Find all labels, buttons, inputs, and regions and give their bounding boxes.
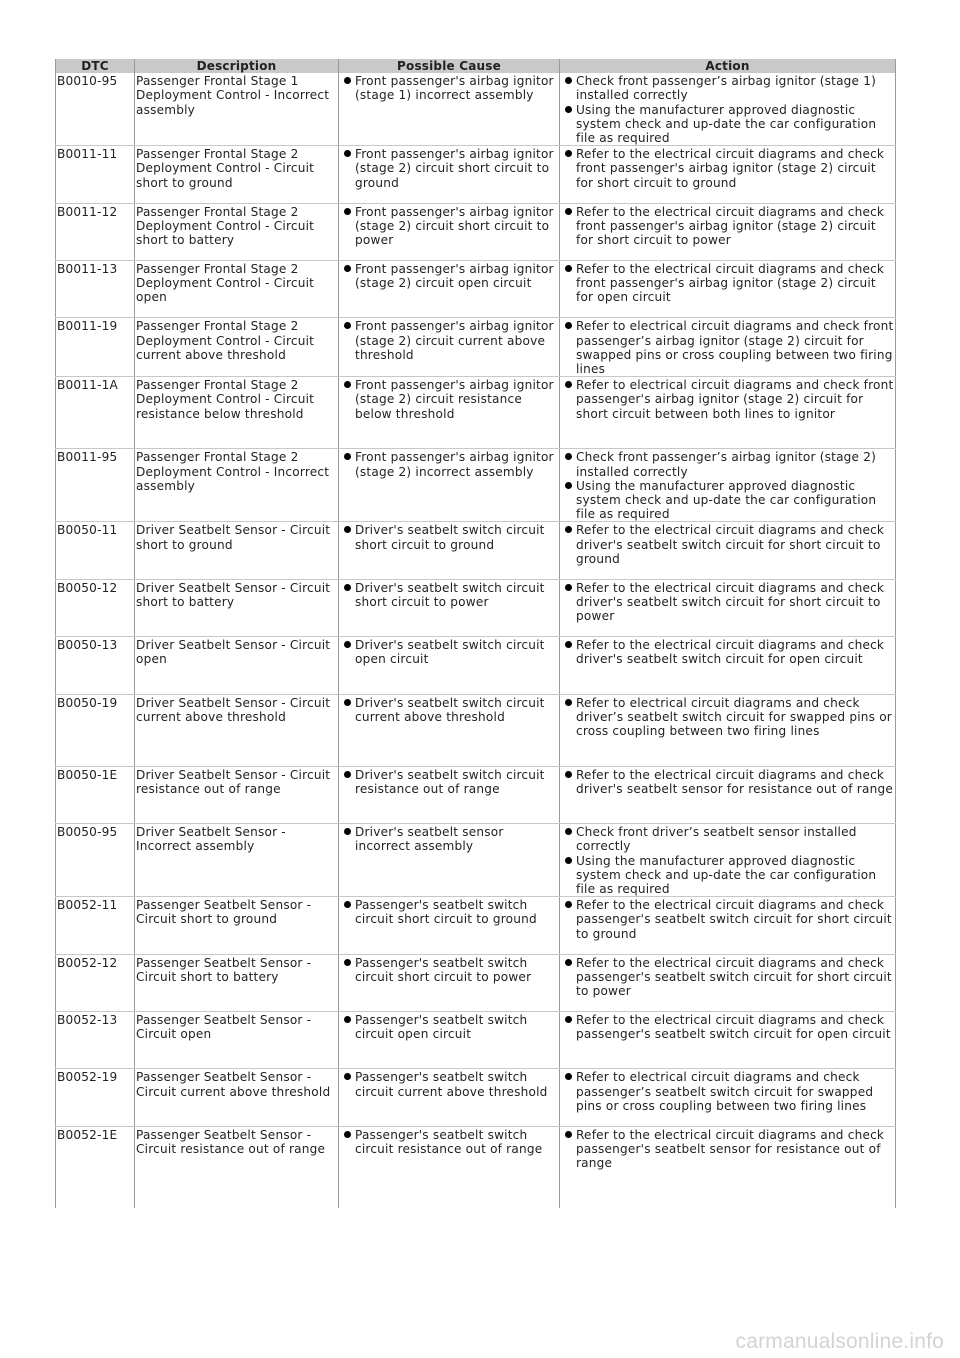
possible-cause-list	[340, 450, 558, 478]
table-row	[56, 203, 896, 260]
possible-cause-list	[340, 523, 558, 551]
possible-cause-list	[340, 378, 558, 421]
table-row	[56, 579, 896, 636]
dtc-code-cell: B0050-19	[56, 694, 135, 766]
possible-cause-item: Driver's seatbelt switch circuit short circuit to ground	[355, 523, 558, 551]
description-cell: Driver Seatbelt Sensor - Incorrect assembly	[135, 824, 339, 897]
possible-cause-list	[340, 956, 558, 984]
action-list	[561, 696, 894, 739]
possible-cause-item: Passenger's seatbelt switch circuit short circuit to power	[355, 956, 558, 984]
action-item: Refer to the electrical circuit diagrams and check driver's seatbelt switch circuit for short circuit to power	[576, 581, 894, 624]
action-list	[561, 825, 894, 896]
possible-cause-cell	[339, 579, 560, 636]
possible-cause-item: Front passenger's airbag ignitor (stage 2) incorrect assembly	[355, 450, 558, 478]
possible-cause-cell	[339, 318, 560, 377]
table-header-row	[56, 59, 896, 73]
dtc-table	[55, 59, 896, 1208]
action-list	[561, 1013, 894, 1041]
possible-cause-cell	[339, 449, 560, 522]
action-item: Refer to electrical circuit diagrams and check front passenger's airbag ignitor (stage 2) circuit for short circuit between both lines to ignitor	[576, 378, 894, 421]
possible-cause-cell	[339, 824, 560, 897]
action-cell	[560, 694, 896, 766]
possible-cause-item: Passenger's seatbelt switch circuit open circuit	[355, 1013, 558, 1041]
header-possible-cause: Possible Cause	[339, 59, 560, 73]
dtc-code-cell: B0052-1E	[56, 1126, 135, 1208]
description-cell: Driver Seatbelt Sensor - Circuit short to battery	[135, 579, 339, 636]
header-dtc: DTC	[56, 59, 135, 73]
possible-cause-cell	[339, 1069, 560, 1126]
action-list	[561, 74, 894, 145]
action-list	[561, 450, 894, 521]
table-row	[56, 897, 896, 954]
table-row	[56, 73, 896, 146]
action-cell	[560, 522, 896, 579]
table-row	[56, 522, 896, 579]
possible-cause-item: Passenger's seatbelt switch circuit current above threshold	[355, 1070, 558, 1098]
table-row	[56, 766, 896, 823]
possible-cause-cell	[339, 1126, 560, 1208]
description-cell: Passenger Seatbelt Sensor - Circuit short to battery	[135, 954, 339, 1011]
possible-cause-item: Front passenger's airbag ignitor (stage 2) circuit current above threshold	[355, 319, 558, 362]
action-cell	[560, 766, 896, 823]
action-cell	[560, 73, 896, 146]
possible-cause-list	[340, 1128, 558, 1156]
possible-cause-item: Front passenger's airbag ignitor (stage 2) circuit short circuit to ground	[355, 147, 558, 190]
action-cell	[560, 1069, 896, 1126]
action-item: Check front passenger’s airbag ignitor (stage 1) installed correctly	[576, 74, 894, 102]
possible-cause-cell	[339, 766, 560, 823]
action-cell	[560, 449, 896, 522]
watermark-logo: carmanualsonline.info	[735, 1330, 944, 1353]
possible-cause-item: Front passenger's airbag ignitor (stage 2) circuit short circuit to power	[355, 205, 558, 248]
possible-cause-list	[340, 205, 558, 248]
action-list	[561, 1128, 894, 1171]
action-cell	[560, 897, 896, 954]
possible-cause-item: Driver's seatbelt switch circuit open circuit	[355, 638, 558, 666]
action-cell	[560, 377, 896, 449]
possible-cause-item: Front passenger's airbag ignitor (stage 1) incorrect assembly	[355, 74, 558, 102]
possible-cause-list	[340, 262, 558, 290]
action-item: Refer to the electrical circuit diagrams and check driver's seatbelt sensor for resistance out of range	[576, 767, 893, 796]
dtc-code-cell: B0011-11	[56, 146, 135, 203]
dtc-code-cell: B0050-13	[56, 637, 135, 694]
possible-cause-item: Passenger's seatbelt switch circuit short circuit to ground	[355, 898, 558, 926]
possible-cause-cell	[339, 637, 560, 694]
action-cell	[560, 637, 896, 694]
description-cell: Passenger Frontal Stage 2 Deployment Control - Circuit current above threshold	[135, 318, 339, 377]
header-description: Description	[135, 59, 339, 73]
action-item: Refer to electrical circuit diagrams and check front passenger’s airbag ignitor (stage 2) circuit for swapped pins or cross coupling between two firing lines	[576, 319, 894, 376]
possible-cause-item: Driver's seatbelt sensor incorrect assembly	[355, 825, 558, 853]
description-cell: Passenger Frontal Stage 2 Deployment Control - Circuit short to battery	[135, 203, 339, 260]
action-list	[561, 768, 894, 796]
action-item: Check front passenger’s airbag ignitor (stage 2) installed correctly	[576, 450, 894, 478]
description-cell: Passenger Frontal Stage 2 Deployment Control - Circuit open	[135, 261, 339, 318]
dtc-code-cell: B0052-11	[56, 897, 135, 954]
description-cell: Driver Seatbelt Sensor - Circuit open	[135, 637, 339, 694]
possible-cause-cell	[339, 203, 560, 260]
description-cell: Driver Seatbelt Sensor - Circuit resistance out of range	[135, 766, 339, 823]
dtc-code-cell: B0050-11	[56, 522, 135, 579]
possible-cause-item: Front passenger's airbag ignitor (stage 2) circuit resistance below threshold	[355, 378, 558, 421]
possible-cause-cell	[339, 377, 560, 449]
action-list	[561, 147, 894, 190]
action-cell	[560, 146, 896, 203]
dtc-code-cell: B0011-13	[56, 261, 135, 318]
table-row	[56, 1011, 896, 1068]
action-cell	[560, 954, 896, 1011]
action-item: Refer to electrical circuit diagrams and check passenger’s seatbelt switch circuit for swapped pins or cross coupling between two firing lines	[576, 1070, 894, 1113]
table-row	[56, 146, 896, 203]
action-list	[561, 581, 894, 624]
possible-cause-list	[340, 638, 558, 666]
possible-cause-list	[340, 581, 558, 609]
dtc-code-cell: B0052-12	[56, 954, 135, 1011]
action-item: Refer to the electrical circuit diagrams and check front passenger's airbag ignitor (stage 2) circuit for short circuit to power	[576, 205, 894, 248]
action-cell	[560, 1126, 896, 1208]
possible-cause-cell	[339, 954, 560, 1011]
possible-cause-item: Passenger's seatbelt switch circuit resistance out of range	[355, 1128, 558, 1156]
table-row	[56, 261, 896, 318]
dtc-code-cell: B0011-1A	[56, 377, 135, 449]
action-item: Refer to the electrical circuit diagrams and check front passenger's airbag ignitor (stage 2) circuit for short circuit to ground	[576, 147, 894, 190]
table-row	[56, 824, 896, 897]
action-list	[561, 378, 894, 421]
action-cell	[560, 261, 896, 318]
dtc-code-cell: B0052-13	[56, 1011, 135, 1068]
dtc-code-cell: B0050-95	[56, 824, 135, 897]
action-item: Using the manufacturer approved diagnostic system check and up-date the car configuration file as required	[576, 103, 894, 146]
possible-cause-cell	[339, 897, 560, 954]
possible-cause-list	[340, 74, 558, 102]
possible-cause-item: Driver's seatbelt switch circuit current above threshold	[355, 696, 558, 724]
action-cell	[560, 1011, 896, 1068]
action-list	[561, 262, 894, 305]
description-cell: Passenger Frontal Stage 2 Deployment Control - Incorrect assembly	[135, 449, 339, 522]
description-cell: Passenger Seatbelt Sensor - Circuit short to ground	[135, 897, 339, 954]
action-item: Refer to the electrical circuit diagrams and check passenger's seatbelt switch circuit for open circuit	[576, 1013, 894, 1041]
action-list	[561, 523, 894, 566]
possible-cause-cell	[339, 522, 560, 579]
possible-cause-list	[340, 1070, 558, 1098]
action-cell	[560, 318, 896, 377]
description-cell: Passenger Frontal Stage 2 Deployment Control - Circuit resistance below threshold	[135, 377, 339, 449]
action-item: Refer to the electrical circuit diagrams and check passenger's seatbelt switch circuit for short circuit to ground	[576, 898, 894, 941]
possible-cause-list	[340, 696, 558, 724]
table-row	[56, 954, 896, 1011]
possible-cause-item: Driver's seatbelt switch circuit short circuit to power	[355, 581, 558, 609]
dtc-code-cell: B0011-95	[56, 449, 135, 522]
dtc-code-cell: B0011-19	[56, 318, 135, 377]
action-list	[561, 1070, 894, 1113]
possible-cause-list	[340, 319, 558, 362]
description-cell: Passenger Frontal Stage 1 Deployment Control - Incorrect assembly	[135, 73, 339, 146]
table-row	[56, 318, 896, 377]
table-row	[56, 694, 896, 766]
action-list	[561, 319, 894, 376]
table-row	[56, 637, 896, 694]
action-list	[561, 205, 894, 248]
possible-cause-list	[340, 768, 558, 796]
action-item: Check front driver’s seatbelt sensor installed correctly	[576, 825, 894, 853]
description-cell: Passenger Seatbelt Sensor - Circuit open	[135, 1011, 339, 1068]
action-item: Refer to the electrical circuit diagrams and check passenger's seatbelt sensor for resistance out of range	[576, 1128, 894, 1171]
dtc-code-cell: B0050-12	[56, 579, 135, 636]
action-list	[561, 638, 894, 666]
possible-cause-list	[340, 1013, 558, 1041]
dtc-code-cell: B0052-19	[56, 1069, 135, 1126]
action-cell	[560, 579, 896, 636]
action-list	[561, 956, 894, 999]
possible-cause-cell	[339, 146, 560, 203]
dtc-code-cell: B0011-12	[56, 203, 135, 260]
description-cell: Driver Seatbelt Sensor - Circuit current above threshold	[135, 694, 339, 766]
action-cell	[560, 203, 896, 260]
possible-cause-list	[340, 898, 558, 926]
header-action: Action	[560, 59, 896, 73]
possible-cause-list	[340, 825, 558, 853]
action-item: Using the manufacturer approved diagnostic system check and up-date the car configuration file as required	[576, 479, 894, 522]
possible-cause-item: Driver's seatbelt switch circuit resistance out of range	[355, 768, 558, 796]
possible-cause-cell	[339, 261, 560, 318]
table-row	[56, 449, 896, 522]
possible-cause-item: Front passenger's airbag ignitor (stage 2) circuit open circuit	[355, 262, 558, 290]
table-row	[56, 377, 896, 449]
action-item: Refer to the electrical circuit diagrams and check front passenger's airbag ignitor (stage 2) circuit for open circuit	[576, 262, 894, 305]
description-cell: Passenger Frontal Stage 2 Deployment Control - Circuit short to ground	[135, 146, 339, 203]
table-row	[56, 1069, 896, 1126]
dtc-code-cell: B0050-1E	[56, 766, 135, 823]
possible-cause-cell	[339, 1011, 560, 1068]
description-cell: Passenger Seatbelt Sensor - Circuit resistance out of range	[135, 1126, 339, 1208]
action-item: Refer to electrical circuit diagrams and check driver’s seatbelt switch circuit for swapped pins or cross coupling between two firing lines	[576, 696, 894, 739]
dtc-code-cell: B0010-95	[56, 73, 135, 146]
action-item: Using the manufacturer approved diagnostic system check and up-date the car configuration file as required	[576, 854, 894, 897]
possible-cause-cell	[339, 694, 560, 766]
description-cell: Driver Seatbelt Sensor - Circuit short to ground	[135, 522, 339, 579]
description-cell: Passenger Seatbelt Sensor - Circuit current above threshold	[135, 1069, 339, 1126]
possible-cause-list	[340, 147, 558, 190]
action-item: Refer to the electrical circuit diagrams and check driver's seatbelt switch circuit for open circuit	[576, 638, 894, 666]
action-list	[561, 898, 894, 941]
table-row	[56, 1126, 896, 1208]
action-cell	[560, 824, 896, 897]
possible-cause-cell	[339, 73, 560, 146]
action-item: Refer to the electrical circuit diagrams and check passenger's seatbelt switch circuit for short circuit to power	[576, 956, 894, 999]
action-item: Refer to the electrical circuit diagrams and check driver's seatbelt switch circuit for short circuit to ground	[576, 523, 894, 566]
